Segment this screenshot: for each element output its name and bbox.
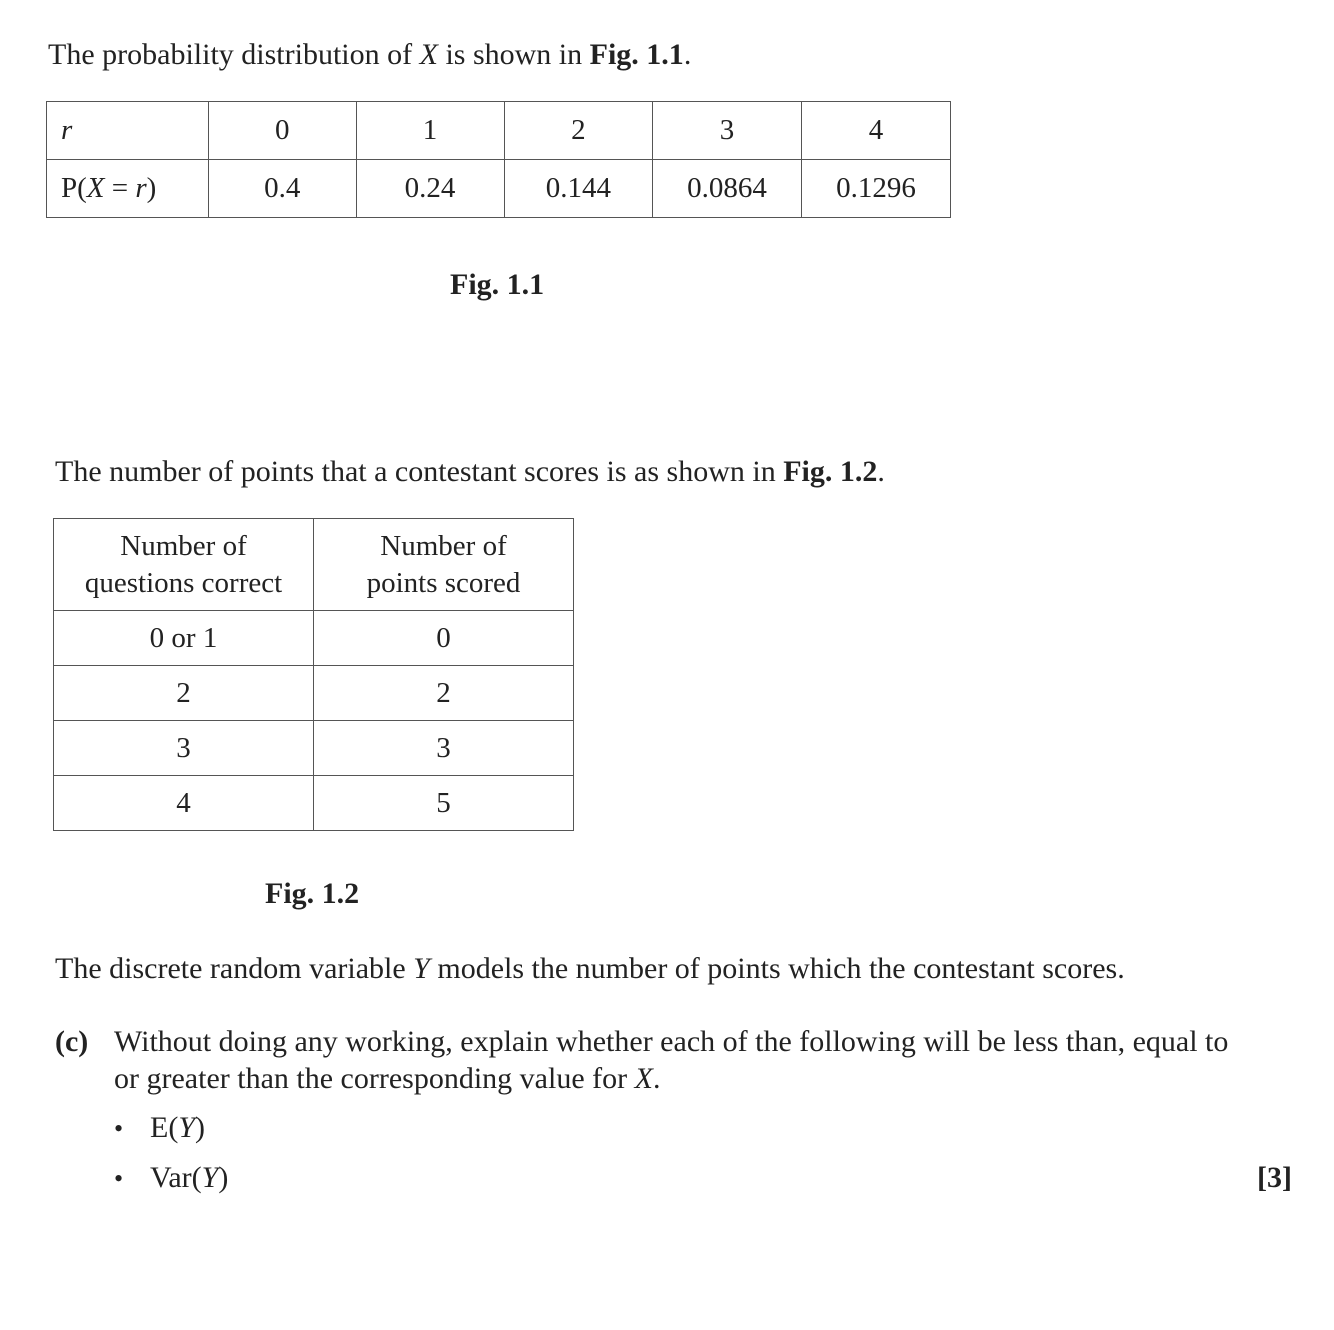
table-row [54, 611, 574, 666]
bullet-icon: • [114, 1114, 124, 1143]
part-c-label: (c) [55, 1025, 89, 1058]
table-row [54, 776, 574, 831]
table-cell: 0.144 [504, 160, 653, 218]
intro-text: . [683, 38, 692, 71]
table-cell: 3 [314, 721, 574, 776]
table-cell: 1 [356, 102, 504, 160]
variable-x: X [419, 38, 438, 71]
table-row-probability [47, 160, 951, 218]
table-cell: 5 [314, 776, 574, 831]
table-cell: 3 [653, 102, 802, 160]
table-row-r [47, 102, 951, 160]
intro-text: The number of points that a contestant scores is as shown in [55, 455, 784, 488]
points-table [53, 518, 574, 831]
marks-badge: [3] [1257, 1161, 1292, 1194]
bullet-icon: • [114, 1164, 124, 1193]
part-c-line2: or greater than the corresponding value for X. [114, 1062, 661, 1095]
table-cell: 0.24 [356, 160, 504, 218]
table-cell: 2 [314, 666, 574, 721]
row-label-probability: P(X = r) [47, 160, 209, 218]
variable-y: Y [413, 952, 430, 985]
table-cell: 0 [314, 611, 574, 666]
intro-text: . [877, 455, 885, 488]
list-item-expectation: E(Y) [150, 1111, 206, 1144]
fig-reference: Fig. 1.1 [589, 38, 684, 71]
intro-fig1 [48, 38, 691, 72]
table-row [54, 721, 574, 776]
fig1-caption: Fig. 1.1 [450, 268, 545, 301]
fig-reference: Fig. 1.2 [783, 455, 878, 488]
table-row [54, 666, 574, 721]
table-cell: 0.1296 [802, 160, 951, 218]
table-cell: 0.0864 [653, 160, 802, 218]
table-cell: 0 [208, 102, 356, 160]
table-cell: 3 [54, 721, 314, 776]
intro-text: The probability distribution of [48, 38, 420, 71]
intro-text: is shown in [437, 38, 590, 71]
header-questions-correct: Number of questions correct [54, 519, 314, 611]
table-header-row [54, 519, 574, 611]
header-points-scored: Number of points scored [314, 519, 574, 611]
table-cell: 0 or 1 [54, 611, 314, 666]
list-item-variance: Var(Y) [150, 1161, 229, 1194]
table-cell: 4 [54, 776, 314, 831]
table-cell: 2 [504, 102, 653, 160]
table-cell: 2 [54, 666, 314, 721]
fig2-caption: Fig. 1.2 [265, 877, 360, 910]
probability-distribution-table [46, 101, 951, 218]
part-c-line1: Without doing any working, explain whether each of the following will be less than, equal to [114, 1025, 1229, 1058]
table-cell: 0.4 [208, 160, 356, 218]
sentence-y: The discrete random variable Y models the number of points which the contestant scores. [55, 952, 1125, 985]
intro-fig2 [55, 455, 885, 489]
table-cell: 4 [802, 102, 951, 160]
row-label-r: r [47, 102, 209, 160]
